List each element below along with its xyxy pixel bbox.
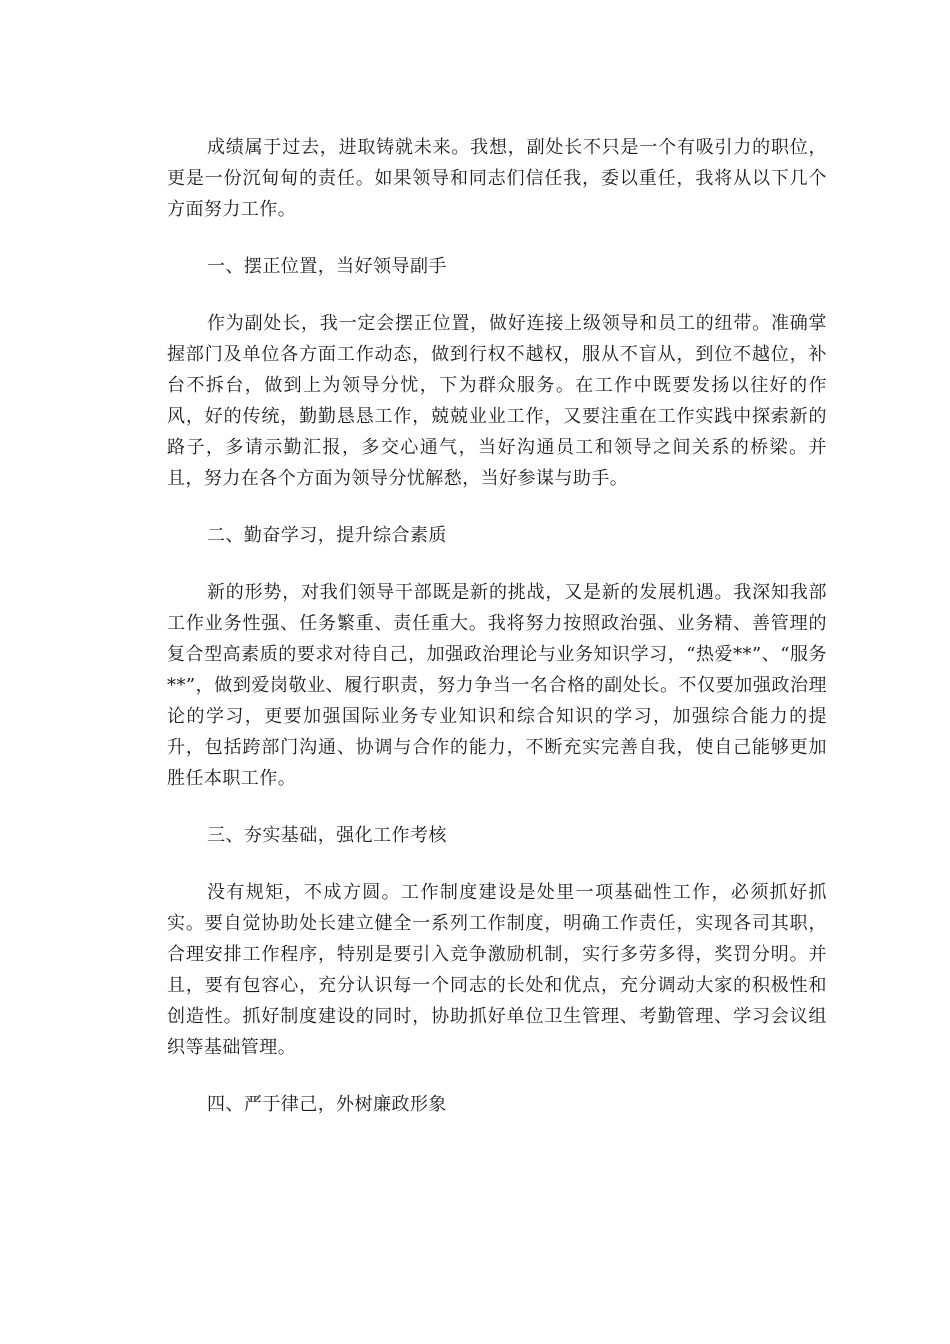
section-3-body: 没有规矩，不成方圆。工作制度建设是处里一项基础性工作，必须抓好抓实。要自觉协助处长建立健全一系列工作制度，明确工作责任，实现各司其职，合理安排工作程序，特别是要引入竞争激励机制，实行多劳多得，奖罚分明。并且，要有包容心，充分认识每一个同志的长处和优点，充分调动大家的积极性和创造性。抓好制度建设的同时，协助抓好单位卫生管理、考勤管理、学习会议组织等基础管理。 bbox=[167, 882, 827, 1058]
section-1-body: 作为副处长，我一定会摆正位置，做好连接上级领导和员工的纽带。准确掌握部门及单位各方面工作动态，做到行权不越权，服从不盲从，到位不越位，补台不拆台，做到上为领导分忧，下为群众服务。在工作中既要发扬以往好的作风，好的传统，勤勤恳恳工作，兢兢业业工作，又要注重在工作实践中探索新的路子，多请示勤汇报，多交心通气，当好沟通员工和领导之间关系的桥梁。并且，努力在各个方面为领导分忧解愁，当好参谋与助手。 bbox=[167, 313, 827, 489]
section-2-body: 新的形势，对我们领导干部既是新的挑战，又是新的发展机遇。我深知我部工作业务性强、任务繁重、责任重大。我将努力按照政治强、业务精、善管理的复合型高素质的要求对待自己，加强政治理论与业务知识学习，“热爱**”、“服务**”，做到爱岗敬业、履行职责，努力争当一名合格的副处长。不仅要加强政治理论的学习，更要加强国际业务专业知识和综合知识的学习，加强综合能力的提升，包括跨部门沟通、协调与合作的能力，不断充实完善自我，使自己能够更加胜任本职工作。 bbox=[167, 582, 827, 789]
section-3-heading: 三、夯实基础，强化工作考核 bbox=[207, 825, 447, 846]
section-2-heading: 二、勤奋学习，提升综合素质 bbox=[207, 525, 447, 546]
section-4-heading: 四、严于律己，外树廉政形象 bbox=[207, 1094, 447, 1115]
section-1-heading: 一、摆正位置，当好领导副手 bbox=[207, 256, 447, 277]
intro-paragraph: 成绩属于过去，进取铸就未来。我想，副处长不只是一个有吸引力的职位，更是一份沉甸甸的责任。如果领导和同志们信任我，委以重任，我将从以下几个方面努力工作。 bbox=[167, 137, 827, 220]
document-page bbox=[167, 132, 827, 1146]
